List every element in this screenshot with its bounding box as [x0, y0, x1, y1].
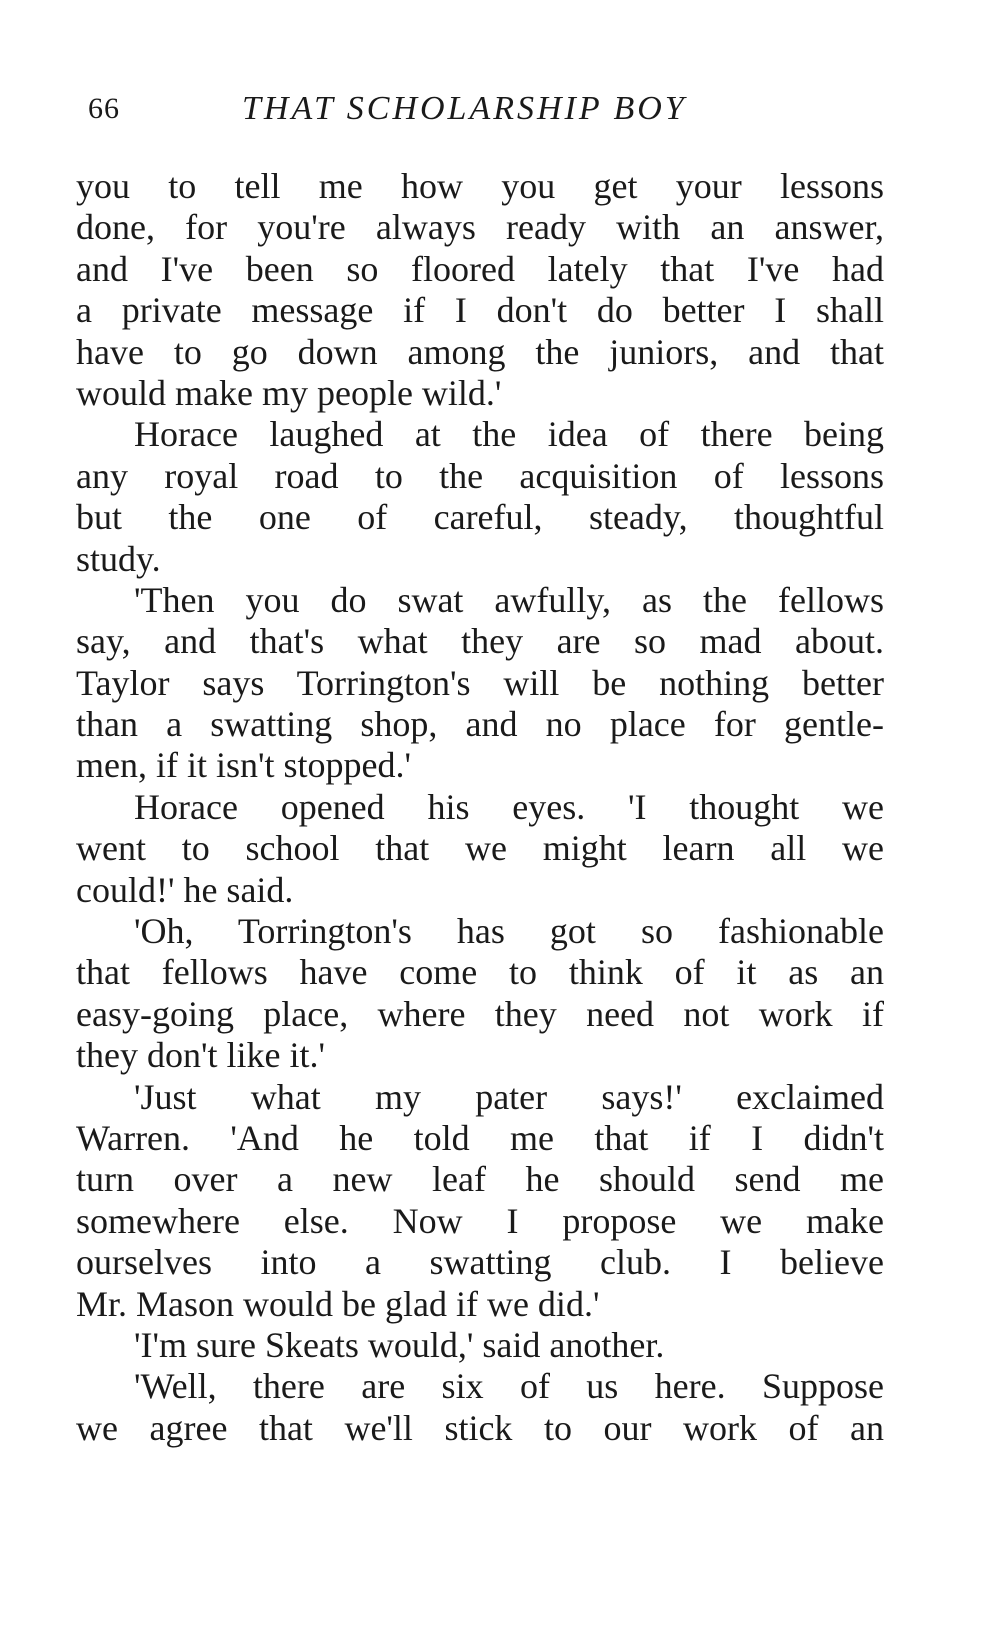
- running-title: THAT SCHOLARSHIP BOY: [242, 90, 687, 127]
- text-line: any royal road to the acquisition of lessons: [76, 455, 884, 496]
- text-line: you to tell me how you get your lessons: [76, 166, 884, 206]
- page-header: [0, 82, 1000, 132]
- text-line: somewhere else. Now I propose we make: [76, 1200, 884, 1241]
- text-line: Taylor says Torrington's will be nothing better: [76, 662, 884, 703]
- text-line: ourselves into a swatting club. I believe: [76, 1242, 884, 1283]
- text-line: they don't like it.': [76, 1035, 325, 1076]
- text-line: Warren. 'And he told me that if I didn't: [76, 1117, 884, 1158]
- text-line: a private message if I don't do better I shall: [76, 290, 884, 331]
- text-line: Horace opened his eyes. 'I thought we: [134, 786, 884, 827]
- text-line: we agree that we'll stick to our work of an: [76, 1407, 884, 1448]
- text-line: than a swatting shop, and no place for gentle-: [76, 704, 884, 745]
- text-line: went to school that we might learn all we: [76, 828, 884, 869]
- body-text: [76, 166, 884, 1449]
- text-line: turn over a new leaf he should send me: [76, 1159, 884, 1200]
- text-line: 'Then you do swat awfully, as the fellows: [134, 579, 884, 620]
- text-line: that fellows have come to think of it as an: [76, 952, 884, 993]
- page-number: 66: [88, 92, 120, 125]
- text-line: could!' he said.: [76, 869, 294, 910]
- text-line: would make my people wild.': [76, 372, 502, 413]
- text-line: say, and that's what they are so mad about.: [76, 621, 884, 662]
- text-line: men, if it isn't stopped.': [76, 745, 411, 786]
- text-line: 'I'm sure Skeats would,' said another.: [134, 1324, 665, 1365]
- text-line: done, for you're always ready with an answer,: [76, 207, 884, 248]
- text-line: 'Just what my pater says!' exclaimed: [134, 1076, 884, 1117]
- text-line: Mr. Mason would be glad if we did.': [76, 1283, 600, 1324]
- text-line: have to go down among the juniors, and that: [76, 331, 884, 372]
- text-line: but the one of careful, steady, thoughtful: [76, 497, 884, 538]
- text-line: Horace laughed at the idea of there being: [134, 414, 884, 455]
- text-line: and I've been so floored lately that I've had: [76, 248, 884, 289]
- text-line: easy-going place, where they need not work if: [76, 993, 884, 1034]
- text-line: study.: [76, 538, 161, 579]
- text-line: 'Oh, Torrington's has got so fashionable: [134, 911, 884, 952]
- text-line: 'Well, there are six of us here. Suppose: [134, 1366, 884, 1407]
